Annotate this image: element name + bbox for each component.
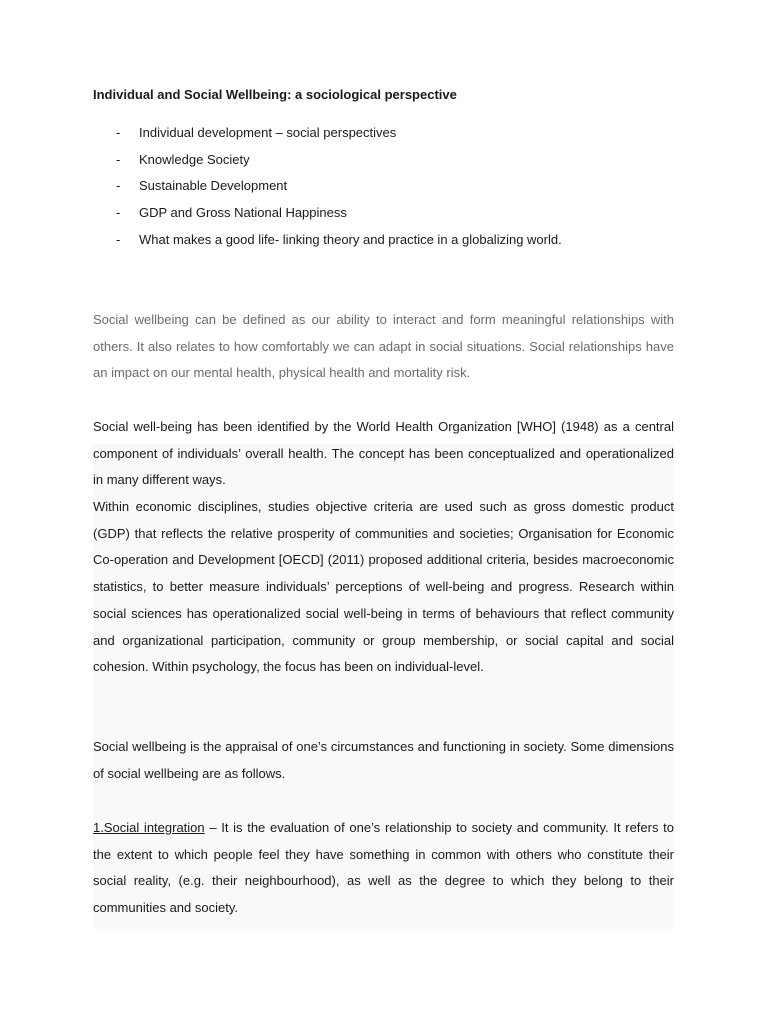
list-item [93, 147, 653, 174]
list-item [93, 120, 653, 147]
list-item-text: What makes a good life- linking theory and practice in a globalizing world. [139, 231, 562, 247]
list-item-text: Sustainable Development [139, 178, 288, 194]
list-item-text: GDP and Gross National Happiness [139, 205, 347, 221]
list-bullet: - [116, 151, 121, 167]
list-item [93, 227, 653, 254]
list-item-text: Individual development – social perspectives [139, 125, 397, 140]
social-integration-paragraph [93, 815, 674, 922]
list-item-text: Knowledge Society [139, 151, 250, 167]
social-integration-text: – It is the evaluation of one’s relationship to society and community. It refers to the extent to which people feel they have something in common with others who constitute their social reality, (e.g. their neighbourhood), as well as the degree to which they belong to their communities and society. [93, 820, 674, 916]
list-item [93, 173, 653, 200]
document-title: Individual and Social Wellbeing: a sociological perspective [93, 87, 457, 102]
economic-paragraph: Within economic disciplines, studies objective criteria are used such as gross domestic product (GDP) that reflects the relative prosperity of communities and societies; Organisation for Economic Co-operation and Development [OECD] (2011) proposed additional criteria, besides macroeconomic statistics, to better measure individuals’ perceptions of well-being and progress. Research within social sciences has operationalized social well-being in terms of behaviours that reflect community and organizational participation, community or group membership, or social capital and social cohesion. Within psychology, the focus has been on individual-level. [93, 499, 674, 675]
intro-paragraph: Social wellbeing can be defined as our ability to interact and form meaningful relationships with others. It also relates to how comfortably we can adapt in social situations. Social relationships have an impact on our mental health, physical health and mortality risk. [93, 312, 674, 381]
list-item [93, 200, 653, 227]
who-paragraph: Social well-being has been identified by the World Health Organization [WHO] (1948) as a central component of individuals’ overall health. The concept has been conceptualized and operationalized in many different ways. [93, 419, 674, 488]
social-integration-heading: 1.Social integration [93, 820, 205, 835]
topic-list [93, 120, 653, 253]
list-bullet: - [116, 125, 121, 140]
list-bullet: - [116, 231, 121, 247]
list-bullet: - [116, 178, 121, 194]
list-bullet: - [116, 205, 121, 221]
appraisal-paragraph: Social wellbeing is the appraisal of one’s circumstances and functioning in society. Some dimensions of social wellbeing are as follows. [93, 739, 674, 781]
